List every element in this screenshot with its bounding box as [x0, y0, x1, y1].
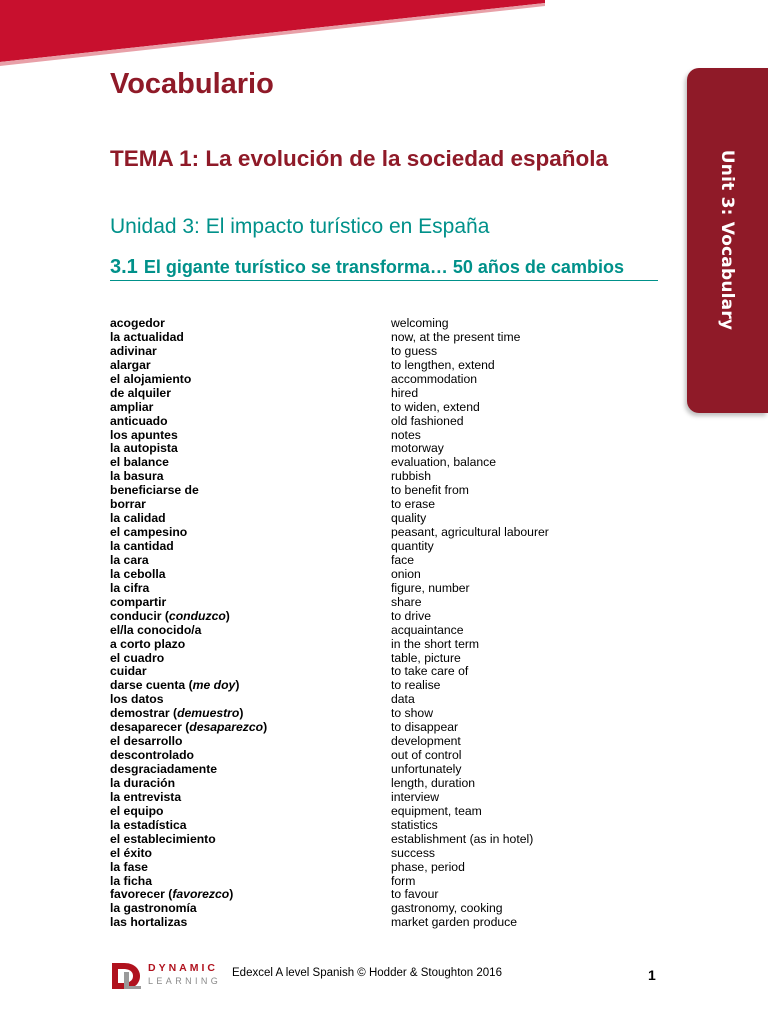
vocab-spanish: [110, 624, 391, 638]
vocab-spanish-word: compartir: [110, 594, 167, 609]
vocab-row: [110, 442, 670, 456]
vocab-spanish-word: acogedor: [110, 316, 165, 330]
vocab-spanish-word: el campesino: [110, 525, 188, 540]
vocab-row: [110, 665, 670, 679]
vocab-spanish: [110, 791, 391, 805]
vocab-row: [110, 721, 670, 735]
vocab-spanish: [110, 470, 391, 484]
vocab-spanish-word: descontrolado: [110, 748, 194, 763]
vocab-english: peasant, agricultural labourer: [391, 525, 549, 540]
vocab-english: now, at the present time: [391, 329, 521, 344]
vocab-spanish-word: la cantidad: [110, 539, 174, 553]
vocabulary-list: [110, 317, 670, 930]
vocab-row: [110, 512, 670, 526]
vocab-row: [110, 345, 670, 359]
vocab-english: face: [391, 552, 415, 567]
vocab-spanish-word: el cuadro: [110, 650, 165, 665]
vocab-row: [110, 861, 670, 875]
vocab-row: [110, 470, 670, 484]
vocab-spanish: [110, 875, 391, 889]
vocab-spanish: [110, 442, 391, 456]
vocab-spanish-word: demostrar: [110, 706, 170, 721]
vocab-spanish-word: favorecer: [110, 887, 165, 902]
vocab-spanish: [110, 861, 391, 875]
vocab-english: to take care of: [391, 664, 469, 679]
vocab-spanish-word: la duración: [110, 775, 176, 790]
section-heading: [110, 256, 658, 281]
vocab-spanish-word: el desarrollo: [110, 734, 183, 749]
vocab-spanish: [110, 638, 391, 652]
vocab-english: length, duration: [391, 775, 476, 790]
vocab-english: to widen, extend: [391, 399, 480, 414]
vocab-row: [110, 456, 670, 470]
vocab-spanish-word: la estadística: [110, 817, 187, 832]
vocab-spanish: [110, 401, 391, 415]
vocab-english: acquaintance: [391, 622, 464, 637]
vocab-row: [110, 554, 670, 568]
vocab-spanish-word: la actualidad: [110, 329, 184, 344]
vocab-row: [110, 387, 670, 401]
vocab-spanish: [110, 484, 391, 498]
vocab-row: [110, 833, 670, 847]
vocab-english: interview: [391, 789, 440, 804]
vocab-english: evaluation, balance: [391, 455, 497, 470]
vocab-spanish-word: ampliar: [110, 399, 154, 414]
vocab-spanish-word: la ficha: [110, 873, 152, 888]
vocab-english: unfortunately: [391, 762, 462, 776]
vocab-spanish-word: alargar: [110, 357, 151, 372]
vocab-english: market garden produce: [391, 915, 518, 930]
vocab-row: [110, 735, 670, 749]
vocab-spanish: [110, 582, 391, 596]
vocab-english: notes: [391, 427, 421, 442]
vocab-spanish-word: la entrevista: [110, 789, 182, 804]
vocab-spanish-word: adivinar: [110, 343, 157, 358]
vocab-english: quality: [391, 511, 427, 526]
vocab-spanish: [110, 819, 391, 833]
vocab-row: [110, 791, 670, 805]
vocab-english: out of control: [391, 748, 462, 763]
vocab-english: old fashioned: [391, 413, 464, 428]
vocab-row: [110, 777, 670, 791]
vocab-spanish: [110, 735, 391, 749]
vocab-spanish-word: las hortalizas: [110, 915, 188, 930]
vocab-spanish: [110, 777, 391, 791]
vocab-row: [110, 610, 670, 624]
vocab-irregular-form: conduzco: [168, 608, 226, 623]
vocab-english: table, picture: [391, 650, 461, 665]
vocab-english: onion: [391, 566, 421, 581]
vocab-spanish-word: beneficiarse de: [110, 483, 199, 498]
vocab-spanish-word: el establecimiento: [110, 831, 216, 846]
vocab-english: to favour: [391, 887, 439, 902]
vocab-spanish-word: desgraciadamente: [110, 762, 218, 776]
vocab-row: [110, 331, 670, 345]
vocab-spanish-word: la gastronomía: [110, 901, 197, 916]
vocab-row: [110, 875, 670, 889]
vocab-spanish: [110, 763, 391, 777]
vocab-english: accommodation: [391, 371, 478, 386]
vocab-row: [110, 359, 670, 373]
vocab-spanish-word: los datos: [110, 692, 164, 707]
dynamic-learning-logo-icon: [110, 962, 144, 990]
vocab-english: rubbish: [391, 469, 431, 484]
vocab-english: equipment, team: [391, 803, 482, 818]
vocab-english: in the short term: [391, 636, 480, 651]
logo-text-dynamic: DYNAMIC: [148, 962, 218, 974]
vocab-row: [110, 749, 670, 763]
vocab-spanish-word: de alquiler: [110, 385, 171, 400]
vocab-spanish-word: borrar: [110, 497, 146, 512]
vocab-spanish: [110, 693, 391, 707]
vocab-english: to lengthen, extend: [391, 357, 495, 372]
vocab-spanish: [110, 359, 391, 373]
vocab-spanish-word: a corto plazo: [110, 636, 186, 651]
vocab-spanish-word: desaparecer: [110, 720, 182, 735]
vocab-row: [110, 652, 670, 666]
vocab-spanish: [110, 331, 391, 345]
unit-side-tab: [687, 68, 768, 413]
vocab-row: [110, 847, 670, 861]
vocab-english: motorway: [391, 441, 444, 456]
vocab-spanish: [110, 749, 391, 763]
vocab-english: welcoming: [391, 316, 449, 330]
vocab-english: quantity: [391, 539, 434, 553]
page-number: 1: [648, 967, 656, 983]
vocab-spanish-word: el balance: [110, 455, 169, 470]
vocab-english: to disappear: [391, 720, 459, 735]
vocab-english: hired: [391, 385, 419, 400]
vocab-row: [110, 317, 670, 331]
vocab-row: [110, 526, 670, 540]
vocab-row: [110, 707, 670, 721]
vocab-spanish: darse cuenta (me doy): [110, 678, 240, 693]
section-number: 3.1: [110, 256, 138, 278]
vocab-spanish: [110, 317, 391, 331]
vocab-irregular-form: favorezco: [172, 887, 230, 902]
vocab-spanish-word: cuidar: [110, 664, 147, 679]
vocab-spanish-word: la cifra: [110, 580, 150, 595]
vocab-row: [110, 693, 670, 707]
top-banner: [0, 0, 768, 70]
vocab-spanish: favorecer (favorezco): [110, 887, 234, 902]
vocab-spanish: [110, 345, 391, 359]
vocab-english: to drive: [391, 608, 431, 623]
vocab-row: [110, 638, 670, 652]
vocab-spanish: desaparecer (desaparezco): [110, 720, 268, 735]
vocab-row: [110, 902, 670, 916]
vocab-spanish-word: la fase: [110, 859, 148, 874]
vocab-row: [110, 373, 670, 387]
theme-heading: TEMA 1: La evolución de la sociedad española: [110, 146, 609, 171]
vocab-spanish: [110, 373, 391, 387]
vocab-english: data: [391, 692, 415, 707]
vocab-spanish: [110, 833, 391, 847]
vocab-english: success: [391, 845, 436, 860]
vocab-row: [110, 484, 670, 498]
vocab-spanish: [110, 387, 391, 401]
vocab-row: [110, 568, 670, 582]
vocab-irregular-form: demuestro: [177, 706, 240, 721]
vocab-row: [110, 805, 670, 819]
vocab-spanish-word: el equipo: [110, 803, 164, 818]
vocab-english: to guess: [391, 343, 438, 358]
vocab-spanish: [110, 596, 391, 610]
section-title: El gigante turístico se transforma… 50 años de cambios: [143, 257, 624, 277]
vocab-spanish: [110, 652, 391, 666]
vocab-spanish-word: conducir: [110, 608, 162, 623]
vocab-english: to show: [391, 706, 434, 721]
vocab-row: [110, 401, 670, 415]
footer-copyright: Edexcel A level Spanish © Hodder & Stoughton 2016: [232, 967, 502, 979]
vocab-english: statistics: [391, 817, 438, 832]
vocab-row: [110, 916, 670, 930]
vocab-row: [110, 429, 670, 443]
vocab-spanish: [110, 805, 391, 819]
vocab-spanish: [110, 554, 391, 568]
vocab-spanish-word: el éxito: [110, 845, 152, 860]
vocab-spanish-word: anticuado: [110, 413, 168, 428]
vocab-english: figure, number: [391, 580, 470, 595]
vocab-spanish-word: la calidad: [110, 511, 166, 526]
vocab-spanish: [110, 456, 391, 470]
vocab-spanish: [110, 540, 391, 554]
page-title: Vocabulario: [110, 68, 274, 100]
vocab-irregular-form: desaparezco: [189, 720, 264, 735]
vocab-row: [110, 596, 670, 610]
vocab-spanish-word: el alojamiento: [110, 371, 192, 386]
vocab-english: to erase: [391, 497, 436, 512]
vocab-spanish: [110, 902, 391, 916]
vocab-spanish-word: los apuntes: [110, 427, 178, 442]
vocab-row: [110, 819, 670, 833]
vocab-spanish: [110, 916, 391, 930]
vocab-row: [110, 415, 670, 429]
vocab-spanish-word: darse cuenta: [110, 678, 186, 693]
vocab-english: phase, period: [391, 859, 465, 874]
vocab-spanish: [110, 847, 391, 861]
vocab-english: gastronomy, cooking: [391, 901, 503, 916]
vocab-spanish: [110, 498, 391, 512]
vocab-row: [110, 540, 670, 554]
vocab-english: to benefit from: [391, 483, 469, 498]
vocab-spanish-word: la cara: [110, 552, 149, 567]
vocab-english: share: [391, 594, 422, 609]
vocab-row: [110, 888, 670, 902]
vocab-spanish: conducir (conduzco): [110, 608, 230, 623]
vocab-spanish-word: la autopista: [110, 441, 178, 456]
unit-heading: Unidad 3: El impacto turístico en España: [110, 215, 490, 238]
vocab-spanish-word: la basura: [110, 469, 164, 484]
vocab-english: to realise: [391, 678, 441, 693]
vocab-spanish: [110, 665, 391, 679]
vocab-spanish: [110, 512, 391, 526]
dynamic-learning-logo: [110, 962, 226, 990]
vocab-spanish: [110, 568, 391, 582]
vocab-row: [110, 679, 670, 693]
vocab-english: form: [391, 873, 416, 888]
logo-text-learning: LEARNING: [148, 976, 222, 986]
vocab-spanish: [110, 526, 391, 540]
vocab-english: development: [391, 734, 461, 749]
vocab-spanish-word: el/la conocido/a: [110, 622, 202, 637]
vocab-row: [110, 582, 670, 596]
vocab-row: [110, 763, 670, 777]
vocab-english: establishment (as in hotel): [391, 831, 534, 846]
vocab-irregular-form: me doy: [192, 678, 236, 693]
vocab-row: [110, 624, 670, 638]
vocab-spanish: [110, 429, 391, 443]
vocab-row: [110, 498, 670, 512]
vocab-spanish: [110, 415, 391, 429]
side-tab-label: Unit 3: Vocabulary: [717, 149, 737, 331]
vocab-spanish: demostrar (demuestro): [110, 706, 244, 721]
vocab-spanish-word: la cebolla: [110, 566, 166, 581]
